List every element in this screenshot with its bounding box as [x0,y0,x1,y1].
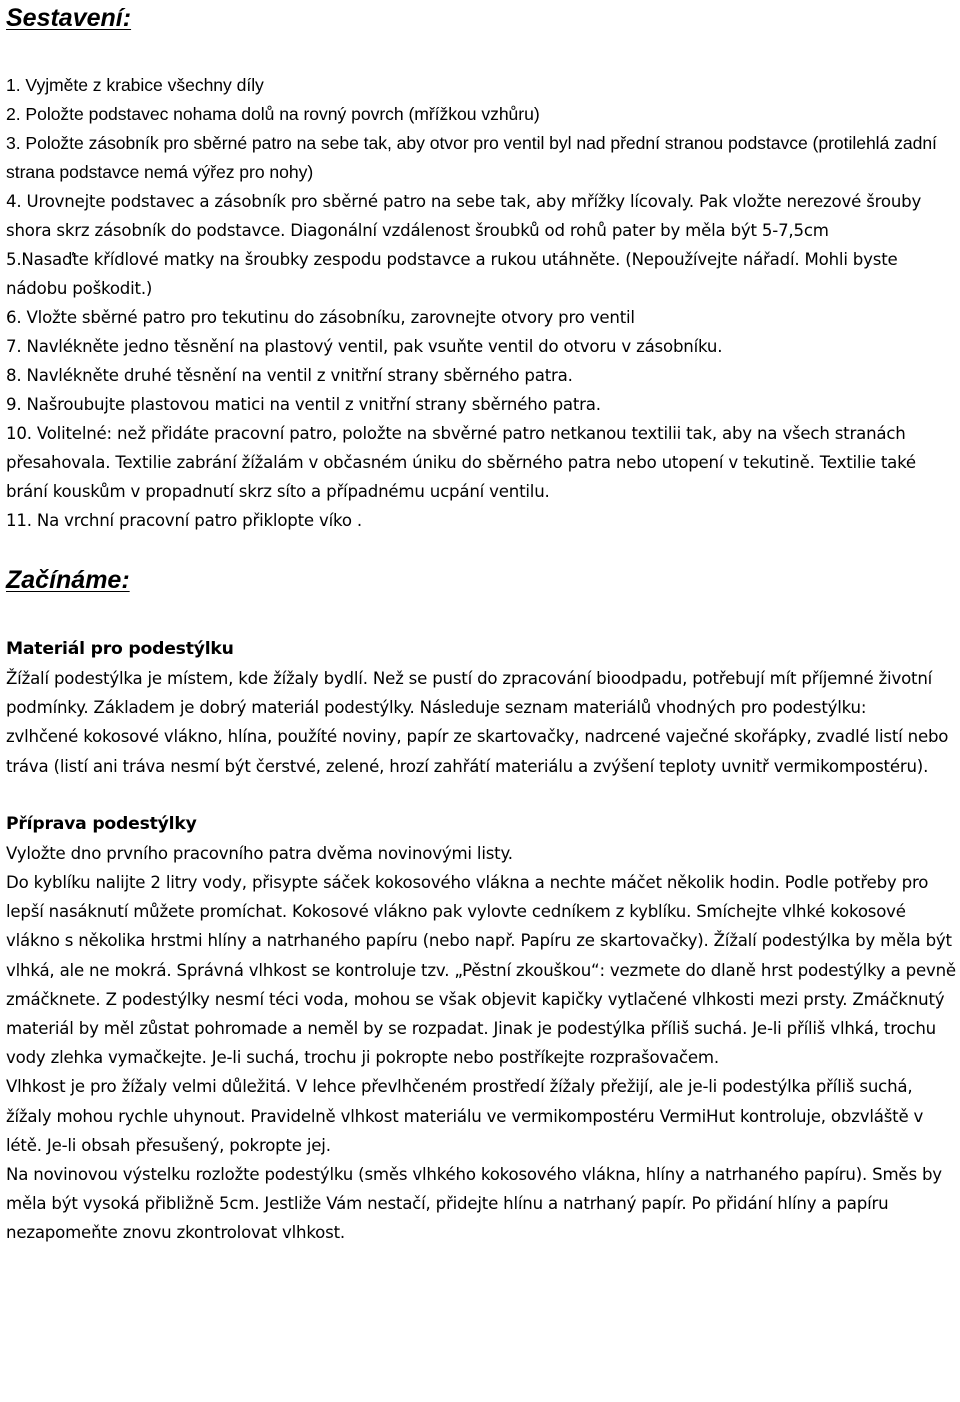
step-11: 11. Na vrchní pracovní patro přiklopte víko . [6,511,362,530]
heading-assembly: Sestavení: [6,4,132,32]
step-9: 9. Našroubujte plastovou matici na ventil z vnitřní strany sběrného patra. [6,395,601,414]
preparation-paragraph: Vlhkost je pro žížaly velmi důležitá. V lehce převlhčeném prostředí žížaly přežijí, ale je-li podestýlka příliš suchá, žížaly mohou rychle uhynout. Pravidelně vlhkost materiálu ve vermikompostéru VermiHut kontroluje, obzvláště v létě. Je-li obsah přesušený, pokropte jej. [6,1077,924,1155]
preparation-paragraph: Do kyblíku nalijte 2 litry vody, přisypte sáček kokosového vlákna a nechte máčet několik hodin. Podle potřeby pro lepší nasáknutí můžete promíchat. Kokosové vlákno pak vylovte cedníkem z kyblíku. Smíchejte vlhké kokosové vlákno s několika hrstmi hlíny a natrhaného papíru (nebo např. Papíru ze skartovačky). Žížalí podestýlka by měla být vlhká, ale ne mokrá. Správná vlhkost se kontroluje tzv. „Pěstní zkouškou“: vezmete do dlaně hrst podestýlky a pevně zmáčknete. Z podestýlky nesmí téci voda, mohou se však objevit kapičky vytlačené vlhkosti mezi prsty. Zmáčknutý materiál by měl zůstat pohromade a neměl by se rozpadat. Jinak je podestýlka příliš suchá. Je-li příliš vlhká, trochu vody zlehka vymačkejte. Je-li suchá, trochu ji pokropte nebo postříkejte rozprašovačem. [6,873,956,1068]
step-6: 6. Vložte sběrné patro pro tekutinu do zásobníku, zarovnejte otvory pro ventil [6,308,635,327]
step-7: 7. Navlékněte jedno těsnění na plastový ventil, pak vsuňte ventil do otvoru v zásobníku. [6,337,723,356]
section-title-bedding-preparation: Příprava podestýlky [6,813,197,834]
preparation-paragraph: Vyložte dno prvního pracovního patra dvěma novinovými listy. [6,843,513,863]
step-8: 8. Navlékněte druhé těsnění na ventil z vnitřní strany sběrného patra. [6,366,573,385]
step-10: 10. Volitelné: než přidáte pracovní patro, položte na sbvěrné patro netkanou textilii tak, aby na všech stranách přesahovala. Textilie zabrání žížalám v občasném úniku do sběrného patra nebo utopení v tekutině. Textilie také brání kouskům v propadnutí skrz síto a případnému ucpání ventilu. [6,424,916,501]
heading-start: Začínáme: [6,566,130,594]
bedding-material-list: zvlhčené kokosové vlákno, hlína, použíté noviny, papír ze skartovačky, nadrcené vaječné skořápky, zvadlé listí nebo tráva (listí ani tráva nesmí být čerstvé, zelené, hrozí zahřátí materiálu a zvýšení teploty uvnitř vermikompostéru). [6,727,949,776]
step-1: 1. Vyjměte z krabice všechny díly [6,75,264,95]
step-3: 3. Položte zásobník pro sběrné patro na sebe tak, aby otvor pro ventil byl nad přední stranou podstavce (protilehlá zadní strana podstavce nemá výřez pro nohy) [6,133,937,182]
step-5: 5.Nasaďte křídlové matky na šroubky zespodu podstavce a rukou utáhněte. (Nepoužívejte nářadí. Mohli byste nádobu poškodit.) [6,250,898,298]
step-4: 4. Urovnejte podstavec a zásobník pro sběrné patro na sebe tak, aby mřížky lícovaly. Pak vložte nerezové šrouby shora skrz zásobník do podstavce. Diagonální vzdálenost šroubků od rohů pater by měla být 5-7,5cm [6,192,922,240]
step-2: 2. Položte podstavec nohama dolů na rovný povrch (mřížkou vzhůru) [6,104,540,124]
section-title-bedding-material: Materiál pro podestýlku [6,639,234,659]
preparation-paragraph: Na novinovou výstelku rozložte podestýlku (směs vlhkého kokosového vlákna, hlíny a natrhaného papíru). Směs by měla být vysoká přibližně 5cm. Jestliže Vám nestačí, přidejte hlínu a natrhaný papír. Po přidání hlíny a papíru nezapomeňte znovu zkontrolovat vlhkost. [6,1165,942,1243]
assembly-steps [6,71,956,535]
bedding-material-text: Žížalí podestýlka je místem, kde žížaly bydlí. Než se pustí do zpracování bioodpadu, potřebují mít příjemné životní podmínky. Základem je dobrý materiál podestýlky. Následuje seznam materiálů vhodných pro podestýlku: [6,669,933,718]
